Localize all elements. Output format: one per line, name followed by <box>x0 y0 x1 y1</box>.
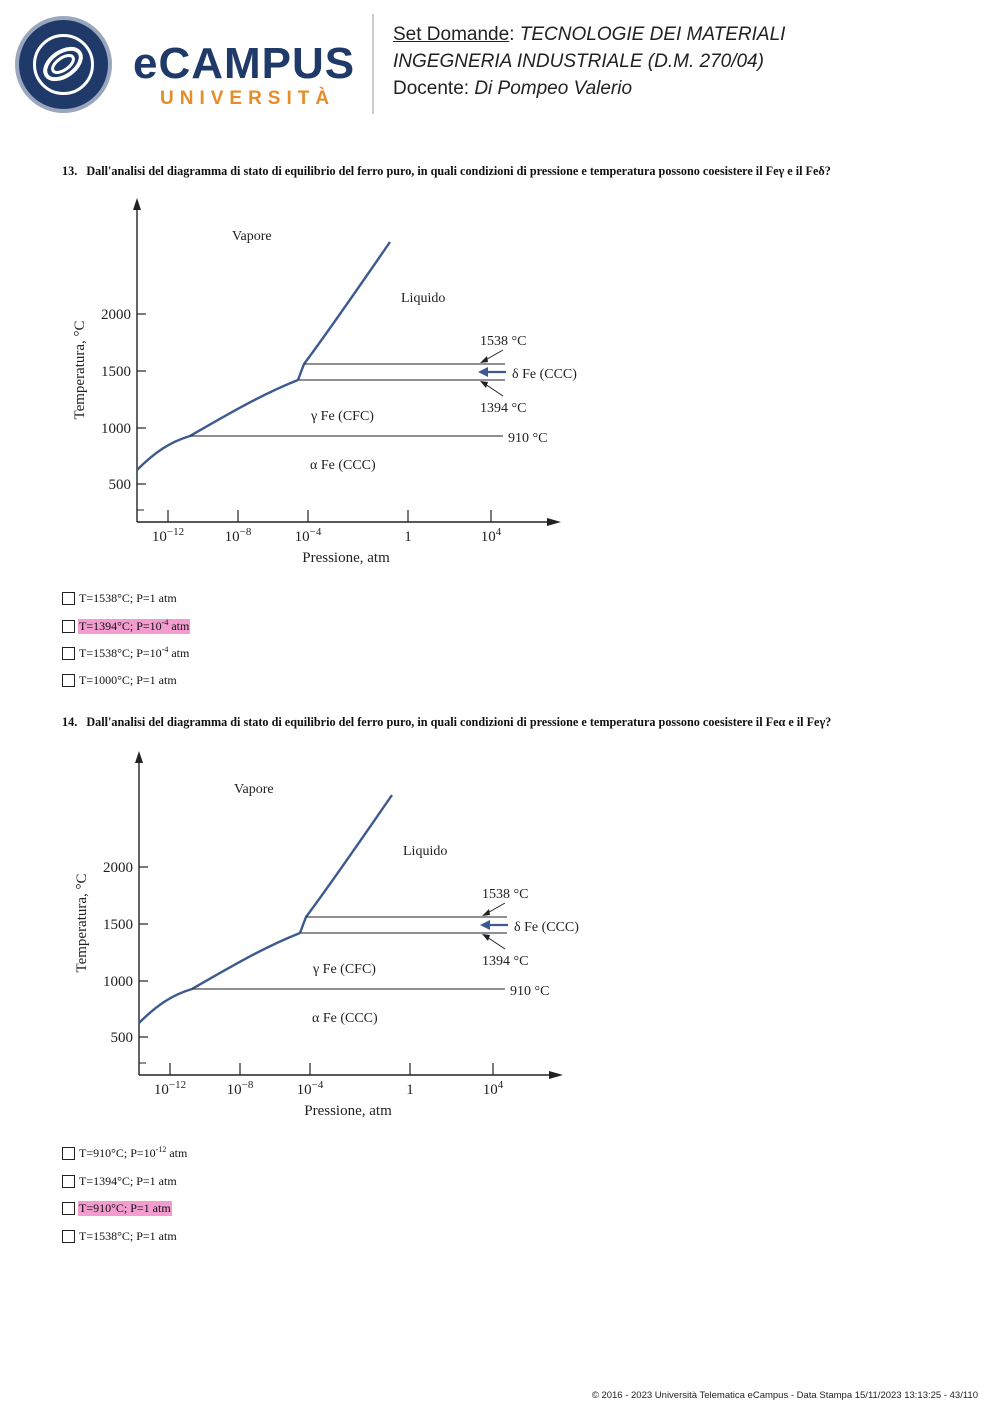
x-tick-label <box>154 1079 186 1098</box>
answer-unit: atm <box>168 618 190 633</box>
answer-text <box>78 1201 172 1216</box>
answer-exponent: -4 <box>161 617 169 627</box>
x-tick-base: 1 <box>406 1082 414 1098</box>
region-liquid: Liquido <box>401 291 446 306</box>
x-tick-label <box>483 1079 504 1098</box>
answer-text-main: T=910°C; P=1 atm <box>79 1200 171 1215</box>
x-tick-label <box>406 1082 414 1098</box>
y-tick-label: 2000 <box>101 307 131 323</box>
answer-text <box>78 591 178 606</box>
answer-text <box>78 673 178 688</box>
x-tick-exponent: −8 <box>241 1079 254 1091</box>
question-number: 13. <box>62 164 78 178</box>
x-tick-base: 10 <box>151 529 167 545</box>
region-delta: δ Fe (CCC) <box>512 367 577 382</box>
answer-option[interactable] <box>62 618 190 634</box>
question-text: Dall'analisi del diagramma di stato di equilibrio del ferro puro, in quali condizioni di pressione e temperatura possono coesistere il Feα e il Feγ? <box>86 715 832 729</box>
region-delta: δ Fe (CCC) <box>514 920 579 935</box>
phase-diagram-q14 <box>62 743 602 1123</box>
x-tick-base: 1 <box>404 529 412 545</box>
answer-text-main: T=1394°C; P=10 <box>79 618 162 633</box>
x-tick-base: 10 <box>224 529 240 545</box>
arrow-1538-head <box>482 909 490 916</box>
answer-text <box>78 619 190 634</box>
x-tick-base: 10 <box>294 529 310 545</box>
course-title: TECNOLOGIE DEI MATERIALI <box>519 24 786 45</box>
y-tick-label: 2000 <box>103 860 133 876</box>
answer-option[interactable] <box>62 1200 172 1216</box>
footer-copyright: © 2016 - 2023 Università Telematica eCampus - Data Stampa 15/11/2023 13:13:25 - 43/110 <box>591 1390 978 1401</box>
x-tick-base: 10 <box>296 1082 312 1098</box>
logo-emblem <box>15 16 112 113</box>
question-number: 14. <box>62 715 78 729</box>
label-910: 910 °C <box>510 984 550 999</box>
sublimation-curve <box>139 933 300 1023</box>
answer-checkbox[interactable] <box>62 647 75 660</box>
region-vapor: Vapore <box>234 782 274 797</box>
x-axis-title: Pressione, atm <box>304 1103 392 1119</box>
region-alpha: α Fe (CCC) <box>312 1011 378 1026</box>
answer-exponent: -12 <box>155 1144 167 1154</box>
x-tick-exponent: −4 <box>309 526 322 538</box>
x-tick-exponent: −4 <box>311 1079 324 1091</box>
x-tick-label <box>481 526 502 545</box>
region-liquid: Liquido <box>403 844 448 859</box>
x-tick-exponent: −12 <box>168 1079 187 1091</box>
arrow-1394-head <box>480 381 488 388</box>
answer-option[interactable] <box>62 1228 178 1244</box>
set-label: Set Domande <box>393 24 510 45</box>
header-course-line: Set Domande: TECNOLOGIE DEI MATERIALI <box>393 24 786 45</box>
answer-option[interactable] <box>62 1173 178 1189</box>
answer-text <box>78 1174 178 1189</box>
melting-vapor-curve <box>300 795 392 933</box>
label-1394: 1394 °C <box>480 401 527 416</box>
y-tick-label: 1000 <box>101 421 131 437</box>
question-13-title <box>62 164 831 179</box>
logo-subtitle: UNIVERSITÀ <box>160 88 336 109</box>
region-gamma: γ Fe (CFC) <box>311 409 374 424</box>
melting-vapor-curve <box>298 242 390 380</box>
y-axis-arrow <box>135 751 143 763</box>
answer-unit: atm <box>168 645 190 660</box>
header-degree-line <box>393 49 764 75</box>
answer-option[interactable] <box>62 645 190 661</box>
x-tick-base: 10 <box>226 1082 242 1098</box>
phase-diagram-q13 <box>60 190 600 570</box>
answer-option[interactable] <box>62 672 178 688</box>
sublimation-curve <box>137 380 298 470</box>
teacher-name: Di Pompeo Valerio <box>474 78 633 99</box>
answer-option[interactable] <box>62 1145 188 1161</box>
answer-text <box>78 1146 188 1161</box>
label-910: 910 °C <box>508 431 548 446</box>
y-axis-title: Temperatura, °C <box>74 873 90 973</box>
answer-text-main: T=1000°C; P=1 atm <box>79 672 177 687</box>
answer-checkbox[interactable] <box>62 1230 75 1243</box>
answer-text-main: T=1538°C; P=1 atm <box>79 1228 177 1243</box>
x-tick-base: 10 <box>482 1082 498 1098</box>
x-tick-exponent: −8 <box>239 526 252 538</box>
x-tick-label <box>152 526 184 545</box>
x-tick-label <box>404 529 412 545</box>
y-axis-title: Temperatura, °C <box>72 320 88 420</box>
region-alpha: α Fe (CCC) <box>310 458 376 473</box>
label-1394: 1394 °C <box>482 954 529 969</box>
answer-text-main: T=910°C; P=10 <box>79 1145 156 1160</box>
x-tick-label <box>225 526 252 545</box>
x-axis-arrow <box>549 1071 563 1079</box>
x-tick-base: 10 <box>480 529 496 545</box>
label-1538: 1538 °C <box>480 334 527 349</box>
x-tick-label <box>227 1079 254 1098</box>
region-gamma: γ Fe (CFC) <box>313 962 376 977</box>
x-tick-base: 10 <box>153 1082 169 1098</box>
y-tick-label: 500 <box>108 477 131 493</box>
question-14-title <box>62 715 831 730</box>
answer-checkbox[interactable] <box>62 1175 75 1188</box>
x-axis-arrow <box>547 518 561 526</box>
y-tick-label: 1500 <box>101 364 131 380</box>
answer-checkbox[interactable] <box>62 620 75 633</box>
x-tick-exponent: 4 <box>495 526 502 538</box>
header-teacher-line <box>393 76 632 102</box>
x-tick-label <box>297 1079 324 1098</box>
logo-e-icon <box>19 20 108 109</box>
x-axis-title: Pressione, atm <box>302 550 390 566</box>
y-tick-label: 1000 <box>103 974 133 990</box>
answer-checkbox[interactable] <box>62 1147 75 1160</box>
y-tick-label: 1500 <box>103 917 133 933</box>
x-tick-exponent: −12 <box>166 526 185 538</box>
arrow-1394-head <box>482 934 490 941</box>
region-vapor: Vapore <box>232 229 272 244</box>
arrow-1538-head <box>480 356 488 363</box>
arrow-delta-head <box>480 920 490 930</box>
answer-text-main: T=1394°C; P=1 atm <box>79 1173 177 1188</box>
arrow-delta-head <box>478 367 488 377</box>
answer-exponent: -4 <box>161 644 169 654</box>
answer-option[interactable] <box>62 590 178 606</box>
answer-text-main: T=1538°C; P=1 atm <box>79 590 177 605</box>
y-tick-label: 500 <box>110 1030 133 1046</box>
answer-text <box>78 1229 178 1244</box>
answer-text <box>78 646 190 661</box>
answer-checkbox[interactable] <box>62 592 75 605</box>
degree-title: INGEGNERIA INDUSTRIALE (D.M. 270/04) <box>393 51 764 72</box>
x-tick-exponent: 4 <box>497 1079 504 1091</box>
question-text: Dall'analisi del diagramma di stato di equilibrio del ferro puro, in quali condizioni di pressione e temperatura possono coesistere il Feγ e il Feδ? <box>86 164 831 178</box>
y-axis-arrow <box>133 198 141 210</box>
answer-checkbox[interactable] <box>62 674 75 687</box>
x-tick-label <box>295 526 322 545</box>
header-divider <box>372 14 374 114</box>
teacher-label: Docente: <box>393 78 470 99</box>
logo-wordmark: eCAMPUS <box>133 39 356 88</box>
answer-checkbox[interactable] <box>62 1202 75 1215</box>
label-1538: 1538 °C <box>482 887 529 902</box>
answer-unit: atm <box>166 1145 188 1160</box>
answer-text-main: T=1538°C; P=10 <box>79 645 162 660</box>
